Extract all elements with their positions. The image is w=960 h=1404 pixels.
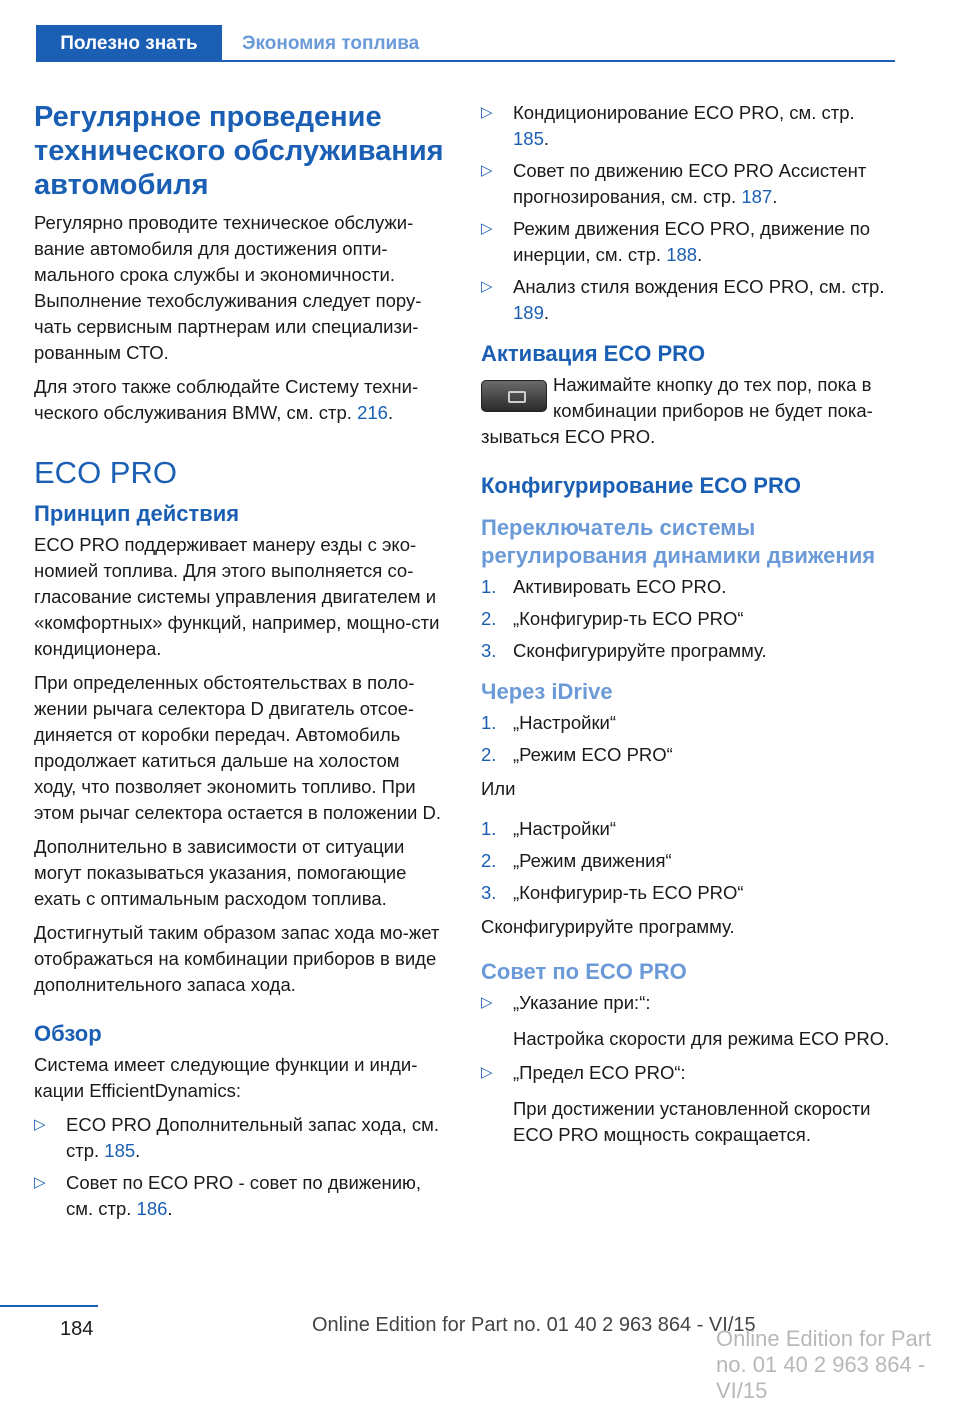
page-link[interactable]: 185 xyxy=(513,128,544,149)
paragraph-principle-3: Дополнительно в зависимости от ситуации могут показываться указания, помогающие ехать с оптимальным расходом топлива. xyxy=(34,836,407,909)
triangle-bullet-icon: ▷ xyxy=(481,104,493,121)
left-column xyxy=(34,100,446,1232)
watermark: Online Edition for Part no. 01 40 2 963 864 - VI/15 xyxy=(716,1326,932,1403)
triangle-bullet-icon: ▷ xyxy=(481,220,493,237)
steps-switch xyxy=(481,574,893,664)
paragraph-service-2: Для этого также соблюдайте Систему техни-ческого обслуживания BMW, см. стр. 216. xyxy=(34,376,419,423)
list-item: 2. „Режим движения“ xyxy=(481,850,672,871)
heading-idrive: Через iDrive xyxy=(481,679,613,704)
activation-text: Нажимайте кнопку до тех пор, пока в комбинации приборов не будет пока- зываться ECO PRO. xyxy=(481,374,873,447)
list-item: 3. Сконфигурируйте программу. xyxy=(481,640,767,661)
tip-description: При достижении установленной скорости ECO PRO мощность сокращается. xyxy=(513,1098,871,1145)
page-link[interactable]: 188 xyxy=(666,244,698,265)
page-link[interactable]: 185 xyxy=(104,1140,136,1161)
triangle-bullet-icon: ▷ xyxy=(481,278,493,295)
edition-text: Online Edition for Part no. 01 40 2 963 864 - VI/15 xyxy=(312,1314,756,1336)
list-item: 2. „Конфигурир-ть ECO PRO“ xyxy=(481,608,744,629)
list-item: ▷ ECO PRO Дополнительный запас хода, см. стр. 185. xyxy=(34,1114,439,1161)
paragraph-principle-1: ECO PRO поддерживает манеру езды с эко-номией топлива. Для этого выполняется со-гласование системы управления двигателем и «комфортных» функций, например, мощно-сти кондиционера. xyxy=(34,534,440,659)
triangle-bullet-icon: ▷ xyxy=(481,994,493,1011)
section-tab-active: Полезно знать xyxy=(36,25,222,62)
triangle-bullet-icon: ▷ xyxy=(34,1174,46,1191)
list-item: 1. „Настройки“ xyxy=(481,818,617,839)
list-item: ▷ „Указание при:“: xyxy=(481,990,893,1016)
footer-divider xyxy=(0,1305,98,1307)
heading-eco-pro: ECO PRO xyxy=(34,455,177,490)
list-item: 2. „Режим ECO PRO“ xyxy=(481,744,673,765)
page-link[interactable]: 216 xyxy=(357,402,388,423)
paragraph-configure-program: Сконфигурируйте программу. xyxy=(481,916,735,937)
or-text: Или xyxy=(481,778,516,799)
activation-block xyxy=(481,372,893,450)
tip-description: Настройка скорости для режима ECO PRO. xyxy=(513,1028,890,1049)
paragraph-overview: Система имеет следующие функции и инди-кации EfficientDynamics: xyxy=(34,1054,418,1101)
header-divider xyxy=(36,60,895,62)
heading-tip: Совет по ECO PRO xyxy=(481,959,687,984)
list-item: ▷ Совет по ECO PRO - совет по движению, см. стр. 186. xyxy=(34,1172,422,1219)
triangle-bullet-icon: ▷ xyxy=(34,1116,46,1133)
list-item: 1. Активировать ECO PRO. xyxy=(481,576,727,597)
page-header xyxy=(0,25,895,62)
section-tab: Экономия топлива xyxy=(242,33,420,54)
heading-activation: Активация ECO PRO xyxy=(481,341,706,366)
list-item: ▷ „Предел ECO PRO“: xyxy=(481,1060,893,1086)
paragraph-principle-4: Достигнутый таким образом запас хода мо-жет отображаться на комбинации приборов в виде дополнительного запаса хода. xyxy=(34,922,440,995)
list-item: 1. „Настройки“ xyxy=(481,712,617,733)
right-column xyxy=(481,100,893,1156)
overview-list xyxy=(34,1112,446,1222)
triangle-bullet-icon: ▷ xyxy=(481,1064,493,1081)
tip-list xyxy=(481,1060,893,1086)
paragraph-principle-2: При определенных обстоятельствах в поло-жении рычага селектора D двигатель отсое-диняется от коробки передач. Автомобиль продолжает катиться дальше на холостом ходу, что позволяет экономить топливо. При этом рычаг селектора остается в положении D. xyxy=(34,672,442,823)
page-link[interactable]: 189 xyxy=(513,302,544,323)
eco-pro-button-icon xyxy=(481,380,547,412)
page-number: 184 xyxy=(60,1318,94,1340)
triangle-bullet-icon: ▷ xyxy=(481,162,493,179)
heading-overview: Обзор xyxy=(34,1021,102,1046)
steps-idrive xyxy=(481,710,893,768)
heading-service: Регулярное проведение технического обслуживания автомобиля xyxy=(34,101,444,201)
list-item: ▷ Анализ стиля вождения ECO PRO, см. стр. 189. xyxy=(481,276,885,323)
heading-switch: Переключатель системы регулирования динамики движения xyxy=(481,515,876,568)
list-item: ▷ Режим движения ECO PRO, движение по инерции, см. стр. 188. xyxy=(481,218,871,265)
heading-principle: Принцип действия xyxy=(34,501,240,526)
page-link[interactable]: 187 xyxy=(741,186,773,207)
paragraph-service-1: Регулярно проводите техническое обслужи-вание автомобиля для достижения опти-мального срока службы и экономичности. Выполнение техобслуживания следует пору-чать сервисным партнерам или специализи-рованным СТО. xyxy=(34,212,422,363)
steps-idrive-alt xyxy=(481,816,893,906)
list-item: 3. „Конфигурир-ть ECO PRO“ xyxy=(481,882,744,903)
tip-list xyxy=(481,990,893,1016)
list-item: ▷ Кондиционирование ECO PRO, см. стр. 185. xyxy=(481,102,855,149)
page-link[interactable]: 186 xyxy=(136,1198,168,1219)
overview-list-continued xyxy=(481,100,893,326)
list-item: ▷ Совет по движению ECO PRO Ассистент прогнозирования, см. стр. 187. xyxy=(481,160,867,207)
heading-configure: Конфигурирование ECO PRO xyxy=(481,473,801,498)
